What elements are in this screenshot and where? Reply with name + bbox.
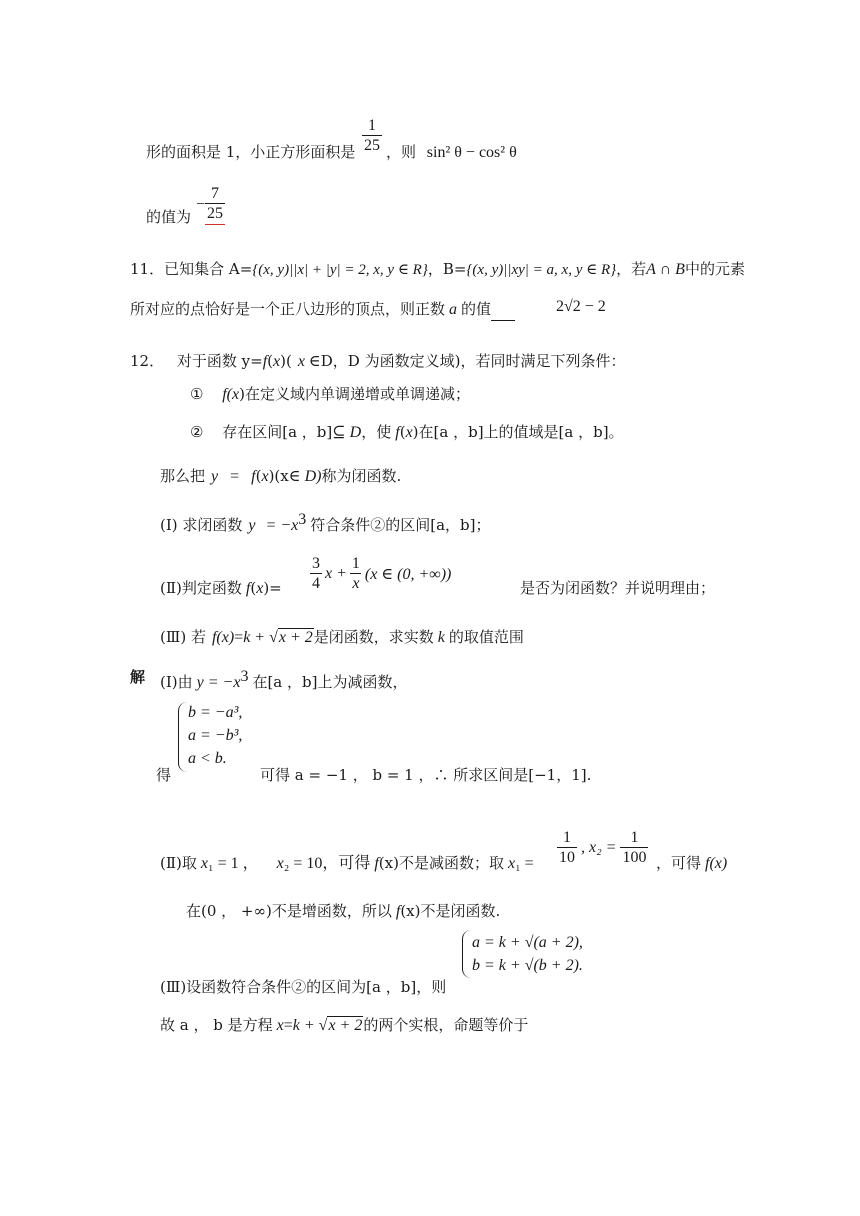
function-f: f [705,855,710,872]
text-segment: 那么把 [160,467,206,485]
text-segment: 故 a ， b 是方程 [160,1016,273,1034]
text-segment: )在定义域内单调递增或单调递减； [239,385,470,403]
solution-part-2-fractions [557,828,648,867]
minus-sign: − [196,195,206,213]
text-segment: 形的面积是 1，小正方形面积是 [146,143,356,161]
text-segment: ₁ = 1 ， [208,855,259,872]
variable-x: x [276,1017,284,1034]
fraction-denominator: 100 [622,849,647,866]
answer-value: 2√2 − 2 [556,298,606,315]
domain-expression: x ∈ [297,353,321,370]
text-segment: 得 [156,766,172,784]
variable-x: x [261,468,269,485]
text-segment: ，若 [616,260,647,278]
solution-part-3-line-2 [160,1014,528,1037]
equals-sign: = [230,468,240,485]
text-segment: 符合条件②的区间[a，b]； [310,516,491,534]
set-b-expression: {(x, y)||xy| = a, x, y ∈ R} [466,262,617,278]
equation-system-3 [462,930,612,980]
system-row: a = k + √(a + 2), [472,934,583,951]
condition-2 [190,421,624,444]
text-segment: (Ⅰ) 求闭函数 [160,516,243,534]
text-therefore [156,764,171,786]
fraction-3-4 [310,554,322,593]
variable-y: y [211,468,219,485]
function-f: f [395,903,401,920]
function-expression: = −x [265,517,299,534]
variable-x: x [405,424,413,441]
fraction-1-100 [620,828,648,867]
text-segment: f( [222,386,233,403]
variable-y: y [196,674,204,691]
expression-segment: x + [325,564,347,582]
text-segment: (x)不是闭函数. [400,902,501,920]
condition-1 [190,383,470,406]
fraction-denominator: 10 [559,849,575,866]
text-segment: 中的元素 [684,260,745,278]
equals-sign: = [283,1017,293,1034]
question-number: 12． [130,352,165,370]
exponent: 3 [240,668,249,685]
text-segment: ( [399,423,406,441]
expression-segment: k + [243,629,270,646]
fraction-numerator: 1 [563,829,571,846]
question-11-answer [556,296,606,318]
function-f: f [245,580,251,597]
text-segment: 对于函数 y= [176,352,263,370]
part-2-question-end [520,577,715,599]
fraction-denominator: 25 [207,205,224,222]
fraction-numerator: 1 [630,829,639,846]
condition-marker: ① [190,385,204,403]
subset-expression: ⊆ D [332,424,362,441]
fraction-numerator: 1 [351,555,360,572]
function-fx: f(x) [211,629,235,646]
expression-segment: (x) [709,855,728,872]
text-segment: )( [280,352,292,370]
solution-part-1-intro [160,666,407,694]
intersection-expression: A ∩ B [646,261,685,278]
fraction-denominator: x [352,575,360,592]
variable-x: x [256,580,264,597]
function-f: f [395,424,400,441]
solution-part-1-result [260,764,591,786]
fraction-numerator: 3 [312,555,320,572]
closed-function-definition [160,465,401,488]
solution-part-2-line-1 [160,852,534,875]
text-segment: (Ⅰ)由 [160,673,193,691]
text-segment: )(x [268,467,289,485]
text-segment: 在(0 ， +∞)不是增函数，所以 [186,902,392,920]
text-segment: 存在区间[a ，b] [222,423,333,441]
domain-expression: ∈ D) [288,468,322,485]
question-number: 11． [130,260,165,278]
answer-fraction [196,184,225,225]
variable-x: x [276,855,284,872]
text-segment: )= [263,579,282,597]
set-a-expression: {(x, y)||x| + |y| = 2, x, y ∈ R} [252,262,428,278]
function-f: f [374,855,379,872]
domain-expression: (x ∈ (0, +∞)) [364,565,452,583]
left-brace [178,702,187,772]
solution-part-3-line-1 [160,976,446,998]
variable-y: y [248,517,256,534]
variable-x: x [507,855,516,872]
text-segment: (Ⅱ)判定函数 [160,579,242,597]
function-expression: = −x [207,674,241,691]
variable-x: x [273,353,281,370]
text-segment: ，则 [386,143,417,161]
text-segment: ₁ = [515,855,534,872]
radicand: x + 2 [328,1017,363,1034]
radicand: x + 2 [278,629,313,646]
text-segment: (x)不是减函数；取 [378,854,504,872]
system-row: b = k + √(b + 2). [472,957,583,974]
sqrt-sign: √ [269,629,278,646]
fraction-7-25 [205,184,225,225]
solution-label [130,666,145,688]
variable-x: x [200,855,209,872]
equals-sign: = [234,629,244,646]
text-segment: ( [267,352,273,370]
variable-x: x [232,386,240,403]
text-segment: 的值 [461,300,492,318]
sqrt-sign: √ [318,1017,328,1034]
variable-k: k [437,629,445,646]
text-segment: ( [250,579,257,597]
text-segment-then [386,141,517,164]
exponent: 3 [298,511,307,528]
solution-part-2-line-2 [186,900,500,923]
question-11-line-2 [130,298,515,321]
text-segment: ₂ = 10，可得 [283,855,371,872]
question-11-line-1 [130,258,745,281]
text-value-of [146,206,191,228]
system-row: a < b. [188,750,227,767]
expression-segment: k + [292,1017,319,1034]
text-segment: ，可得 [656,854,702,872]
question-12-stem [130,350,625,373]
text-segment: 在[a ，b]上为减函数， [252,673,408,691]
text-segment: ，使 [361,423,392,441]
fraction-denominator: 25 [364,137,380,154]
fraction-1-x [350,554,362,593]
fraction-numerator: 1 [368,117,376,134]
expression-segment: , x₂ = [581,838,617,856]
text-segment: (Ⅱ)取 [160,854,197,872]
variable-a: a [449,301,458,318]
fraction-1-10 [557,828,577,867]
text-line-area [146,141,355,163]
text-segment: 称为闭函数. [321,467,402,485]
fraction-1-25 [362,116,382,155]
text-segment: )在[a ，b]上的值域是[a ，b]。 [412,423,624,441]
text-segment: 的值为 [146,208,192,226]
system-row: b = −a³, [188,704,243,721]
fraction-numerator: 7 [211,185,220,202]
part-3-question [160,626,524,649]
text-segment: D，D 为函数定义域)，若同时满足下列条件： [320,352,626,370]
part-2-question [160,577,282,600]
part-1-question [160,509,490,537]
trig-expression: sin² θ − cos² θ [426,144,517,161]
text-segment: 所对应的点恰好是一个正八边形的顶点，则正数 [130,300,446,318]
part-2-function-expression [310,554,451,593]
system-row: a = −b³, [188,727,243,744]
text-segment: ，B= [427,260,467,278]
text-segment: 是否为闭函数？并说明理由； [520,579,716,597]
function-f: f [251,468,256,485]
text-segment: 可得 a = −1 ， b = 1 ，∴ 所求区间是[−1，1]. [260,766,592,784]
left-brace [462,930,471,978]
text-segment: (Ⅲ)设函数符合条件②的区间为[a ，b]，则 [160,978,447,996]
text-segment: 已知集合 A= [164,260,253,278]
condition-marker: ② [190,423,204,441]
text-segment: 是闭函数，求实数 [313,628,434,646]
solution-part-2-line-1-end [656,852,727,875]
fraction-denominator: 4 [312,575,320,592]
text-segment: 的取值范围 [448,628,524,646]
text-segment: ( [255,467,262,485]
function-f: f [262,353,268,370]
text-segment: (Ⅲ) 若 [160,628,206,646]
answer-blank [491,298,515,321]
text-segment: 解 [130,668,146,686]
text-segment: 的两个实根，命题等价于 [363,1016,529,1034]
